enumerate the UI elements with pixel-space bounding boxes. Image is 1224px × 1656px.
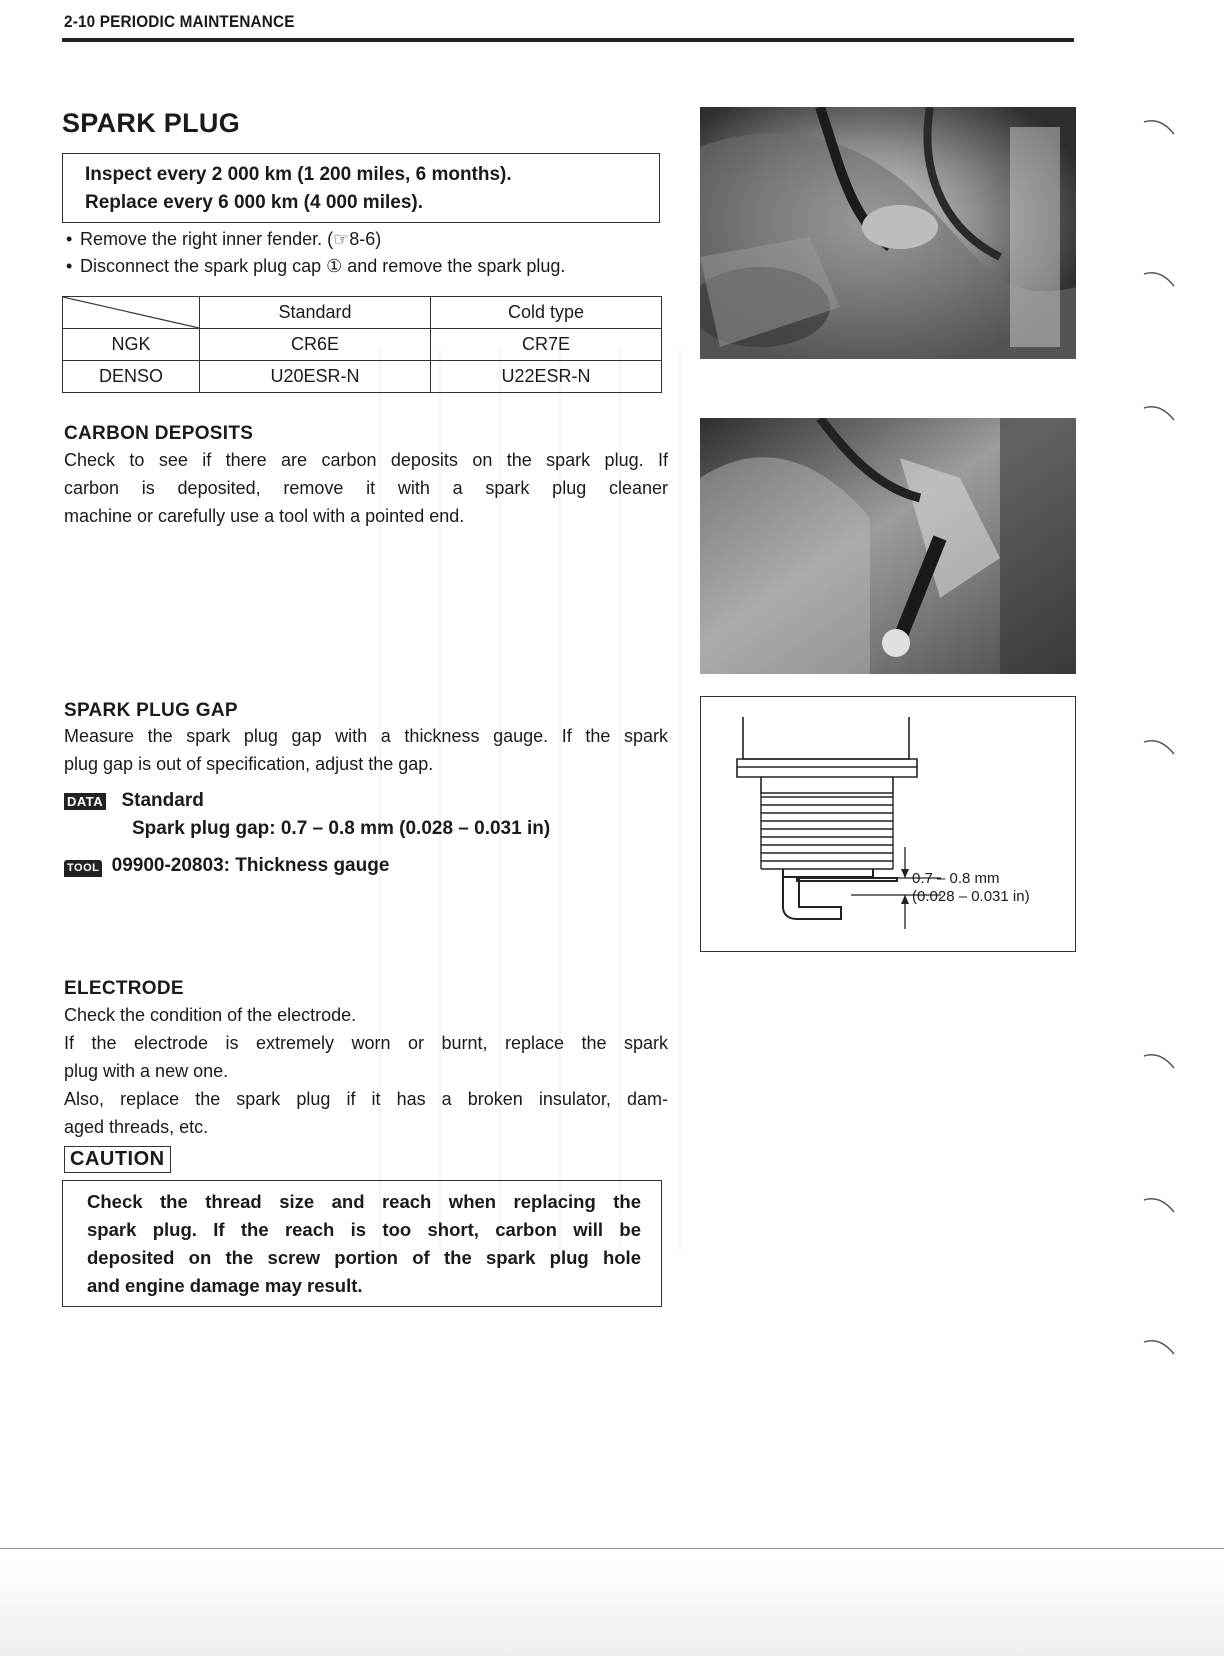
table-corner-cell (63, 297, 200, 329)
running-header: 2-10 PERIODIC MAINTENANCE (64, 12, 295, 31)
table-cell: CR7E (431, 329, 662, 361)
table-header-cell: Cold type (431, 297, 662, 329)
interval-box (62, 153, 660, 223)
header-rule (62, 38, 1074, 42)
caution-box: Check the thread size and reach when replacing the spark plug. If the reach is too short, carbon will be deposited on the screw portion of the spark plug hole and engine damage may result. (62, 1180, 662, 1307)
gap-mm: 0.7 – 0.8 mm (912, 870, 1000, 887)
standard-line (64, 790, 204, 812)
spark-plug-diagram (701, 697, 1077, 953)
carbon-deposits-text: Check to see if there are carbon deposits on the spark plug. If carbon is deposited, remove it with a spark plug cleaner machine or carefully use a tool with a pointed end. (64, 450, 668, 526)
margin-marks (1136, 110, 1196, 1370)
electrode-heading: ELECTRODE (64, 978, 184, 999)
carbon-deposits-heading: CARBON DEPOSITS (64, 423, 254, 444)
electrode-text: Check the condition of the electrode. If the electrode is extremely worn or burnt, replace the spark plug with a new one. Also, replace the spark plug if it has a broken insulator, dam- aged threads, etc. (64, 1005, 668, 1137)
caution-label: CAUTION (64, 1146, 171, 1173)
data-badge-icon: DATA (64, 793, 106, 810)
gap-dimension-label (912, 870, 1030, 906)
gap-in: (0.028 – 0.031 in) (912, 888, 1030, 905)
tool-line (64, 855, 389, 877)
table-cell: CR6E (200, 329, 431, 361)
page-title: SPARK PLUG (62, 108, 241, 138)
table-header-row (63, 297, 662, 329)
tool-text: 09900-20803: Thickness gauge (111, 855, 390, 876)
gap-spec: Spark plug gap: 0.7 – 0.8 mm (0.028 – 0.031 in) (132, 818, 551, 839)
interval-replace: Replace every 6 000 km (4 000 miles). (85, 192, 424, 213)
photo-spark-plug-cap (700, 107, 1076, 359)
spark-plug-gap-figure (700, 696, 1076, 952)
table-cell: NGK (63, 329, 200, 361)
spark-plug-gap-heading: SPARK PLUG GAP (64, 700, 238, 721)
bullet-item: • Disconnect the spark plug cap ① and remove the spark plug. (66, 256, 566, 276)
spark-plug-gap-text: Measure the spark plug gap with a thickness gauge. If the spark plug gap is out of specification, adjust the gap. (64, 726, 668, 774)
diagonal-line (63, 297, 199, 328)
engine-photo-image (700, 107, 1076, 359)
table-header-cell: Standard (200, 297, 431, 329)
table-cell: U20ESR-N (200, 361, 431, 393)
standard-label: Standard (121, 790, 204, 811)
show-through-grid (360, 350, 700, 1250)
photo-spark-plug-removal (700, 418, 1076, 674)
table-cell: DENSO (63, 361, 200, 393)
interval-inspect: Inspect every 2 000 km (1 200 miles, 6 months). (85, 164, 512, 185)
engine-photo-image (700, 418, 1076, 674)
page-bottom-shadow (0, 1560, 1224, 1656)
tool-badge-icon: TOOL (64, 860, 102, 877)
bullet-item: • Remove the right inner fender. (☞8-6) (66, 229, 382, 249)
table-cell: U22ESR-N (431, 361, 662, 393)
bottom-rule (0, 1548, 1224, 1549)
